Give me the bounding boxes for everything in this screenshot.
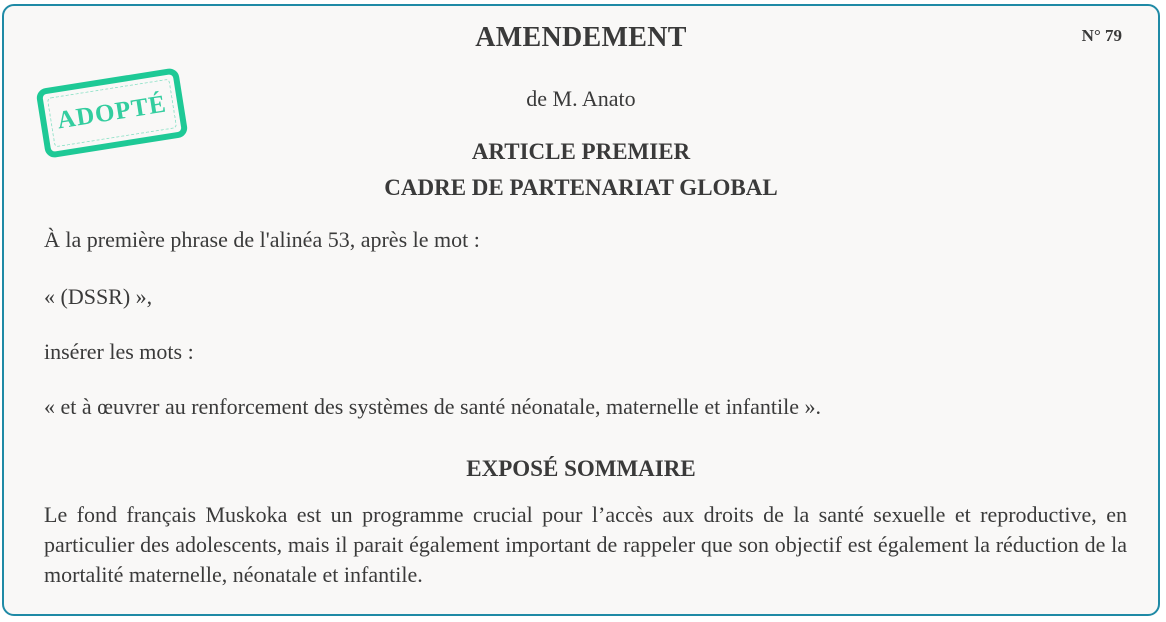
article-heading: ARTICLE PREMIER bbox=[471, 139, 691, 164]
section-heading: CADRE DE PARTENARIAT GLOBAL bbox=[384, 175, 778, 200]
amendment-number: N° 79 bbox=[1081, 26, 1122, 45]
amendment-title: AMENDEMENT bbox=[475, 22, 687, 53]
body-paragraph: « et à œuvrer au renforcement des systèmes de santé néonatale, maternelle et infantile ». bbox=[44, 394, 822, 419]
body-paragraph: insérer les mots : bbox=[44, 339, 194, 364]
expose-text: Le fond français Muskoka est un programme crucial pour l’accès aux droits de la santé sexuelle et reproductive, en particulier des adolescents, mais il parait également important de rappeler que son objectif est également la réduction de la mortalité maternelle, néonatale et infantile. bbox=[44, 502, 1127, 587]
expose-title: EXPOSÉ SOMMAIRE bbox=[466, 456, 696, 481]
body-paragraph: « (DSSR) », bbox=[44, 284, 153, 309]
amendment-card bbox=[2, 4, 1160, 616]
amendment-author: de M. Anato bbox=[526, 86, 636, 111]
body-paragraph: À la première phrase de l'alinéa 53, après le mot : bbox=[44, 227, 480, 252]
stamp-label: ADOPTÉ bbox=[55, 90, 169, 135]
